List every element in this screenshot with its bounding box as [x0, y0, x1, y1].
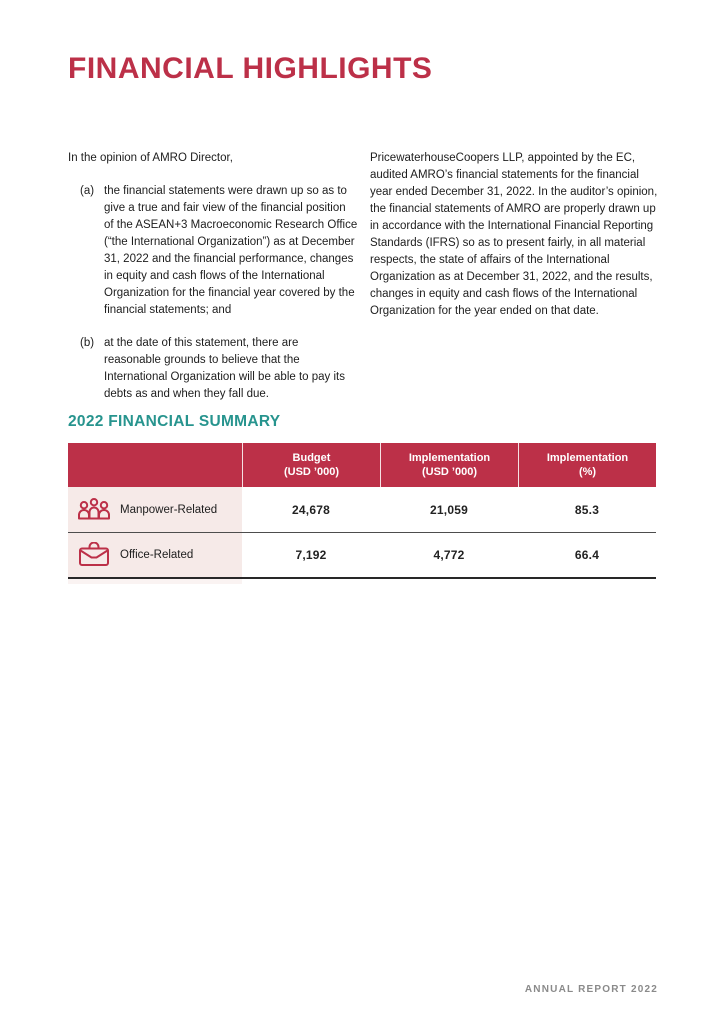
header-cell-implementation-usd: Implementation (USD ’000): [380, 443, 518, 487]
table-row: [68, 532, 656, 577]
intro-columns: [68, 150, 658, 403]
list-item-text: at the date of this statement, there are reasonable grounds to believe that the International Organization will be able to pay its debts as and when they fall due.: [104, 337, 346, 400]
implementation-pct-value: 85.3: [574, 502, 600, 517]
list-item-text: the financial statements were drawn up so as to give a true and fair view of the financial position of the ASEAN+3 Macroeconomic Research Office (“the International Organization”) as at December 31, 2022 and the financial performance, changes in equity and cash flows of the International Organization for the financial year covered by the financial statements; and: [104, 185, 358, 316]
header-cell-implementation-pct: Implementation (%): [518, 443, 656, 487]
budget-value: 7,192: [295, 548, 327, 562]
intro-left-column: [68, 150, 358, 403]
financial-summary-table: [68, 443, 656, 584]
briefcase-icon: [77, 542, 111, 568]
list-item-b: [68, 335, 358, 403]
header-cell-empty: [68, 443, 242, 487]
list-marker: (a): [80, 185, 95, 197]
footer-text: ANNUAL REPORT 2022: [524, 984, 658, 995]
intro-right-paragraph: PricewaterhouseCoopers LLP, appointed by the EC, audited AMRO’s financial statements for the financial year ended December 31, 2022. In the auditor’s opinion, the financial statements of AMRO are properly drawn up in accordance with the International Financial Reporting Standards (IFRS) so as to present fairly, in all material respects, the state of affairs of the International Organization as at December 31, 2022, and the results, changes in equity and cash flows of the International Organization for the year ended on that date.: [370, 152, 658, 317]
summary-heading: 2022 FINANCIAL SUMMARY: [68, 413, 281, 430]
header-cell-budget: Budget (USD ’000): [242, 443, 380, 487]
table-row: [68, 487, 656, 532]
row-label: Manpower-Related: [120, 503, 218, 516]
list-marker: (b): [80, 337, 95, 349]
list-item-a: [68, 183, 358, 319]
row-label-cell: [68, 533, 242, 577]
implementation-value: 4,772: [433, 548, 465, 562]
people-group-icon: [77, 497, 111, 523]
table-header-row: [68, 443, 656, 487]
intro-lead: In the opinion of AMRO Director,: [68, 152, 233, 164]
implementation-pct-value: 66.4: [574, 548, 600, 562]
label-column-shadow: [68, 579, 242, 584]
intro-right-column: [370, 150, 658, 403]
implementation-value: 21,059: [430, 502, 468, 517]
row-label-cell: [68, 487, 242, 532]
row-label: Office-Related: [120, 549, 194, 561]
page-title: FINANCIAL HIGHLIGHTS: [68, 52, 433, 85]
budget-value: 24,678: [292, 502, 330, 517]
table-body: [68, 487, 656, 579]
